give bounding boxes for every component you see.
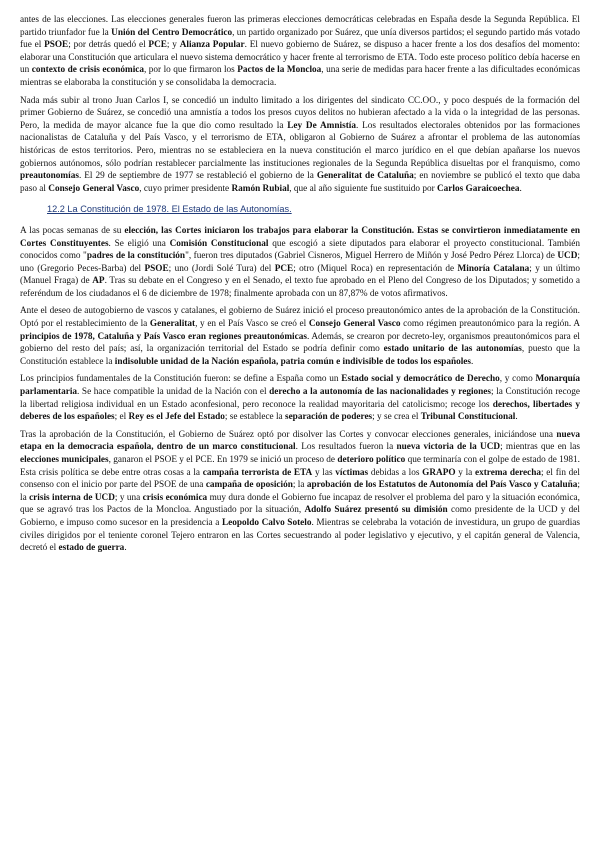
text-run: ; y una <box>114 492 143 503</box>
bold-text: Consejo General Vasco <box>308 319 401 330</box>
text-run: ; el <box>114 412 129 423</box>
bold-text: principios de 1978, Cataluña y País Vasco eran regiones preautonómicas <box>20 331 307 342</box>
bold-text: PSOE <box>144 263 169 274</box>
bold-text: elecciones municipales <box>20 455 109 465</box>
bold-text: GRAPO <box>422 467 456 478</box>
paragraph <box>20 373 580 423</box>
text-run: , y como <box>499 374 536 385</box>
bold-text: PSOE <box>44 40 69 51</box>
bold-text: Comisión Constitucional <box>169 238 269 249</box>
text-run: muy dura donde el Gobierno fue incapaz de resolver el problema del paro y la situación económica, que se agravó tras los Pactos de la Moncloa. Angustiado por la situación, <box>20 492 580 516</box>
bold-text: deterioro político <box>337 455 406 465</box>
bold-text: Ley De Amnistía <box>287 120 356 131</box>
text-run: que terminaría con el golpe de estado de 1981. Esta crisis política se debe entre otras cosas a la <box>20 455 580 478</box>
section-intro <box>20 14 580 195</box>
bold-text: Monarquía parlamentaria <box>20 374 581 398</box>
bold-text: aprobación de los Estatutos de Autonomía del País Vasco y Cataluña <box>306 480 578 491</box>
bold-text: Pactos de la Moncloa <box>237 65 322 76</box>
text-run: . <box>515 412 518 423</box>
text-run: . <box>124 543 127 554</box>
bold-text: preautonomías <box>20 171 79 182</box>
text-run: debidas a los <box>368 467 423 478</box>
text-run: , una serie de medidas para hacer frente a las dificultades económicas mientras se elaboraba la constitución y se consolidaba la democracia. <box>20 65 580 88</box>
bold-text: campaña terrorista de ETA <box>202 467 313 478</box>
bold-text: víctimas <box>335 467 369 478</box>
text-run: ; otro (Miquel Roca) en representación de <box>293 263 458 274</box>
bold-text: Minoría Catalana <box>457 263 530 274</box>
text-run: . Los resultados fueron la <box>295 442 397 453</box>
text-run: como régimen preautonómico para la región. A <box>400 319 581 330</box>
bold-text: Rey es el Jefe del Estado <box>128 412 225 423</box>
text-run: Los principios fundamentales de la Constitución fueron: se define a España como un <box>20 374 342 385</box>
text-run: , puesto que la Constitución establece la <box>20 344 580 367</box>
bold-text: elección, las Cortes iniciaron los trabajos para elaborar la Constitución. Estas se convirtieron inmediatamente en Cortes Constituyentes <box>20 225 580 249</box>
section-heading: 12.2 La Constitución de 1978. El Estado de las Autonomías. <box>47 204 292 215</box>
text-run: Nada más subir al trono Juan Carlos I, se concedió un indulto limitado a los dirigentes del sindicato CC.OO., y poco después de la formación del primer Gobierno de Suárez, se concedió una amnistía a todos los presos cuyos delitos no hubieran afectado a la vida o la integridad de las personas. Pero, la medida de mayor alcance fue la que dio como resultado la <box>20 95 580 131</box>
text-run: . <box>519 183 522 194</box>
text-run: antes de las elecciones. Las elecciones generales fueron las primeras elecciones democráticas celebradas en España desde la Segunda República. El partido triunfador fue la <box>20 15 580 38</box>
text-run: ; la Constitución recoge la libertad religiosa individual en un Estado aconfesional, pero reconoce la realidad mayoritaria del catolicismo; recoge los <box>20 387 580 410</box>
bold-text: crisis económica <box>142 492 208 503</box>
text-run: ; en noviembre se publicó el texto que daba paso al <box>20 171 581 194</box>
bold-text: PCE <box>148 40 167 51</box>
bold-text: derechos, libertades y deberes de los españoles <box>20 399 580 423</box>
bold-text: Consejo General Vasco <box>48 183 140 194</box>
paragraph <box>20 429 580 555</box>
text-run: . Tras su debate en el Congreso y en el Senado, el texto fue aprobado en el Pleno del Congreso de los Diputados; y sometido a referéndum de los ciudadanos el 6 de diciembre de 1978; finalmente aprobada con un 87,87% de votos afirmativos. <box>20 276 580 299</box>
text-run: ; el fin del consenso con el inicio por parte del PSOE de una <box>20 467 580 491</box>
text-run: . El 29 de septiembre de 1977 se restableció el gobierno de la <box>78 171 317 182</box>
bold-text: derecho a la autonomía de las nacionalidades y regiones <box>269 387 492 398</box>
text-run: , por lo que firmaron los <box>144 65 238 76</box>
text-run: y las <box>312 467 336 478</box>
text-run: ; la <box>20 480 580 503</box>
text-run: ; y se crea el <box>372 412 421 423</box>
bold-text: padres de la constitución <box>86 251 186 262</box>
bold-text: crisis interna de UCD <box>29 492 115 503</box>
text-run: . Los resultados electorales obtenidos por las formaciones nacionalistas de Cataluña y del País Vasco, y el terrorismo de ETA, obligaron al Gobierno de Suárez a afrontar el problema de las autonomías históricas de estos territorios. Pero, mientras no se estableciera en la nueva constitución el marco jurídico en el que debían apañarse los nuevos gobiernos autónomos, sólo podrían restablecer parcialmente las instituciones regionales de la Segunda República disueltas por el franquismo, como <box>20 120 580 169</box>
bold-text: Adolfo Suárez presentó su dimisión <box>304 505 448 516</box>
text-run: A las pocas semanas de su <box>20 225 125 236</box>
text-run: , ganaron el PSOE y el PCE. En 1979 se inició un proceso de <box>108 455 338 465</box>
paragraph <box>20 95 580 196</box>
text-run: Ante el deseo de autogobierno de vascos y catalanes, el gobierno de Suárez inició el proceso preautonómico antes de la aprobación de la Constitución. Optó por el restablecimiento de la <box>20 306 580 330</box>
text-run: ; mientras que en las <box>500 442 580 453</box>
bold-text: AP <box>92 276 105 287</box>
bold-text: Ramón Rubial <box>231 183 290 194</box>
bold-text: Carlos Garaicoechea <box>437 183 520 194</box>
text-run: . Se hace compatible la unidad de la Nación con el <box>77 387 270 398</box>
section-constitution <box>20 225 580 555</box>
bold-text: nueva victoria de la UCD <box>396 442 501 453</box>
text-run: . Se eligió una <box>108 238 170 249</box>
bold-text: Tribunal Constitucional <box>420 412 516 423</box>
bold-text: UCD <box>557 251 578 262</box>
text-run: como presidente de la UCD y del Gobierno, e impuso como sucesor en la presidencia a <box>20 505 580 528</box>
bold-text: indisoluble unidad de la Nación española, patria común e indivisible de todos los españoles <box>114 356 471 367</box>
bold-text: Leopoldo Calvo Sotelo <box>221 517 312 528</box>
bold-text: Generalitat <box>149 319 196 330</box>
bold-text: nueva etapa en la democracia española, dentro de un marco constitucional <box>20 429 580 453</box>
text-run: . <box>471 356 474 367</box>
bold-text: Estado social y democrático de Derecho <box>341 374 500 385</box>
paragraph <box>20 225 580 301</box>
text-run: ; uno (Gregorio Peces-Barba) del <box>20 251 580 274</box>
bold-text: Generalitat de Cataluña <box>316 171 414 182</box>
paragraph <box>20 14 580 90</box>
bold-text: PCE <box>274 263 294 274</box>
text-run: , y en el País Vasco se creó el <box>195 319 309 330</box>
paragraph <box>20 305 580 368</box>
bold-text: estado unitario de las autonomías <box>383 344 522 355</box>
bold-text: extrema derecha <box>474 467 542 478</box>
text-run: , que al año siguiente fue sustituido por <box>289 183 437 194</box>
text-run: ; se establece la <box>224 412 285 423</box>
text-run: y la <box>455 467 475 478</box>
text-run: que escogió a siete diputados para elaborar el proyecto constitucional. También conocidos como " <box>20 238 581 262</box>
bold-text: contexto de crisis económica <box>31 65 144 76</box>
text-run: . Mientras se celebraba la votación de investidura, un grupo de guardias civiles dirigidos por el teniente coronel Tejero entraron en las Cortes secuestrando al poder legislativo y ejecutivo, y el capitán general de Valencia, decretó el <box>20 517 580 554</box>
text-run: . El nuevo gobierno de Suárez, se dispuso a hacer frente a los dos desafíos del momento: elaborar una Constitución que articulara el nuevo sistema democrático y hacer frente al terrorismo de ETA. Todo este proceso político debía hacerse en un <box>20 40 580 76</box>
text-run: ; y <box>166 40 180 51</box>
text-run: ; y un último (Manuel Fraga) de <box>20 263 580 287</box>
bold-text: campaña de oposición <box>205 480 293 491</box>
text-run: ; uno (Jordi Solé Tura) del <box>168 263 275 274</box>
text-run: Tras la aprobación de la Constitución, el Gobierno de Suárez optó por disolver las Cortes y convocar elecciones generales, iniciándose una <box>20 429 557 440</box>
text-run: ; por detrás quedó el <box>68 40 149 51</box>
text-run: ; la <box>292 480 307 491</box>
text-run: ", fueron tres diputados (Gabriel Cisneros, Miguel Herrero de Miñón y José Pedro Pérez Llorca) de <box>185 251 558 262</box>
bold-text: Alianza Popular <box>179 40 245 51</box>
bold-text: separación de poderes <box>284 412 373 423</box>
text-run: , cuyo primer presidente <box>139 183 232 194</box>
bold-text: estado de guerra <box>58 543 125 554</box>
bold-text: Unión del Centro Democrático <box>111 27 233 38</box>
text-run: , un partido organizado por Suárez, que unía diversos partidos; el segundo partido más votado fue el <box>20 27 580 51</box>
text-run: . Además, se crearon por decreto-ley, organismos preautonómicos para el gobierno del resto del país; así, la organización territorial del Estado se podría definir como <box>20 331 580 355</box>
